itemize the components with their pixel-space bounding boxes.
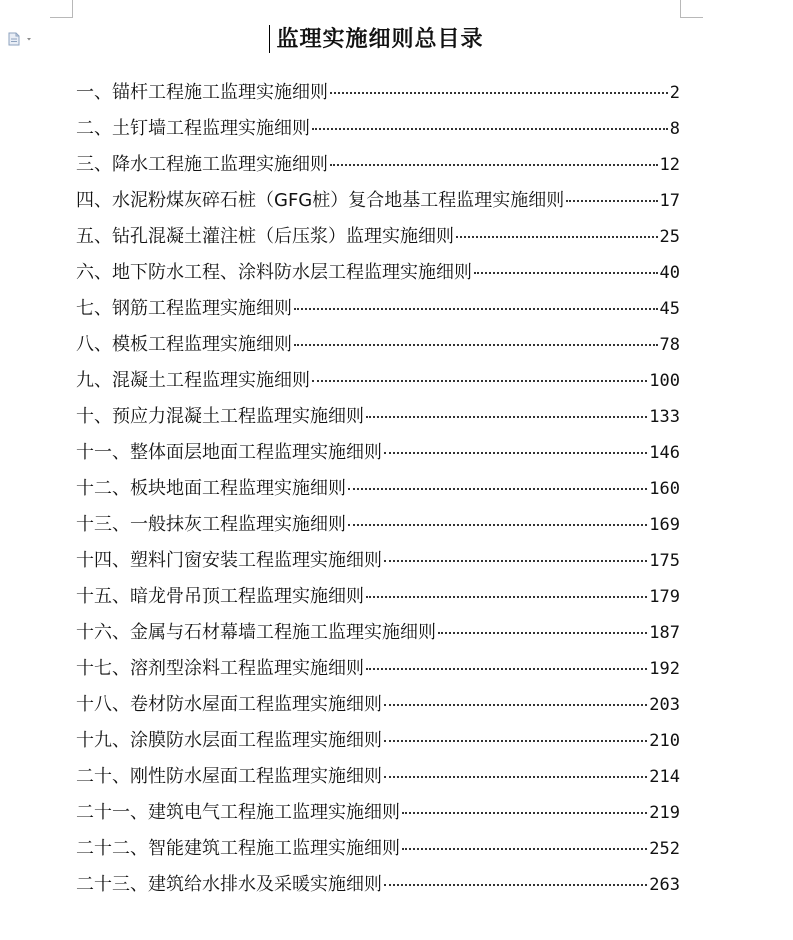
toc-entry-page-number: 17 bbox=[659, 191, 680, 211]
toc-leader-dots bbox=[384, 883, 647, 886]
toc-leader-dots bbox=[294, 307, 658, 310]
toc-entry-label: 四、水泥粉煤灰碎石桩（GFG桩）复合地基工程监理实施细则 bbox=[76, 190, 565, 211]
toc-entry-page-number: 179 bbox=[649, 587, 680, 607]
toc-entry-label: 八、模板工程监理实施细则 bbox=[76, 334, 292, 355]
toc-entry-page-number: 160 bbox=[649, 479, 680, 499]
toc-entry-page-number: 192 bbox=[649, 659, 680, 679]
toc-entry[interactable] bbox=[76, 294, 680, 330]
toc-entry-page-number: 175 bbox=[649, 551, 680, 571]
crop-mark-top-left bbox=[50, 0, 73, 18]
toc-leader-dots bbox=[402, 811, 647, 814]
toc-leader-dots bbox=[366, 667, 647, 670]
toc-leader-dots bbox=[384, 559, 647, 562]
toc-entry-label: 十一、整体面层地面工程监理实施细则 bbox=[76, 442, 382, 463]
toc-entry-page-number: 100 bbox=[649, 371, 680, 391]
toc-entry-page-number: 78 bbox=[659, 335, 680, 355]
toc-entry-page-number: 8 bbox=[669, 119, 680, 139]
toc-entry-page-number: 169 bbox=[649, 515, 680, 535]
toc-entry-page-number: 2 bbox=[669, 83, 680, 103]
toc-entry-page-number: 146 bbox=[649, 443, 680, 463]
toc-entry-page-number: 203 bbox=[649, 695, 680, 715]
toc-entry-label: 一、锚杆工程施工监理实施细则 bbox=[76, 82, 328, 103]
toc-entry[interactable] bbox=[76, 222, 680, 258]
page-title: 监理实施细则总目录 bbox=[276, 27, 484, 52]
toc-entry-label: 十二、板块地面工程监理实施细则 bbox=[76, 478, 346, 499]
toc-leader-dots bbox=[438, 631, 647, 634]
toc-entry[interactable] bbox=[76, 546, 680, 582]
toc-entry[interactable] bbox=[76, 258, 680, 294]
toc-leader-dots bbox=[456, 235, 658, 238]
toc-entry-page-number: 210 bbox=[649, 731, 680, 751]
toc-entry[interactable] bbox=[76, 762, 680, 798]
toc-entry-label: 十六、金属与石材幕墙工程施工监理实施细则 bbox=[76, 622, 436, 643]
toc-leader-dots bbox=[384, 775, 647, 778]
crop-mark-top-right bbox=[680, 0, 703, 18]
toc-entry-page-number: 252 bbox=[649, 839, 680, 859]
toc-entry[interactable] bbox=[76, 798, 680, 834]
toc-entry-label: 十三、一般抹灰工程监理实施细则 bbox=[76, 514, 346, 535]
toc-leader-dots bbox=[402, 847, 647, 850]
toc-entry-label: 五、钻孔混凝土灌注桩（后压浆）监理实施细则 bbox=[76, 226, 454, 247]
toc-entry-label: 二十三、建筑给水排水及采暖实施细则 bbox=[76, 874, 382, 895]
toc-entry-label: 七、钢筋工程监理实施细则 bbox=[76, 298, 292, 319]
toc-leader-dots bbox=[366, 415, 647, 418]
toc-leader-dots bbox=[330, 163, 658, 166]
toc-entry-page-number: 263 bbox=[649, 875, 680, 895]
toc-leader-dots bbox=[384, 739, 647, 742]
toc-entry-label: 六、地下防水工程、涂料防水层工程监理实施细则 bbox=[76, 262, 472, 283]
toc-entry-page-number: 214 bbox=[649, 767, 680, 787]
table-of-contents bbox=[76, 78, 680, 906]
toc-entry[interactable] bbox=[76, 870, 680, 906]
toc-entry-label: 十七、溶剂型涂料工程监理实施细则 bbox=[76, 658, 364, 679]
toc-entry-label: 二十二、智能建筑工程施工监理实施细则 bbox=[76, 838, 400, 859]
toc-entry-page-number: 133 bbox=[649, 407, 680, 427]
toc-entry[interactable] bbox=[76, 150, 680, 186]
toc-entry-page-number: 219 bbox=[649, 803, 680, 823]
toc-leader-dots bbox=[348, 523, 647, 526]
toc-entry[interactable] bbox=[76, 474, 680, 510]
toc-entry-label: 三、降水工程施工监理实施细则 bbox=[76, 154, 328, 175]
toc-leader-dots bbox=[384, 451, 647, 454]
toc-entry-page-number: 25 bbox=[659, 227, 680, 247]
toc-entry[interactable] bbox=[76, 510, 680, 546]
toc-entry-label: 十五、暗龙骨吊顶工程监理实施细则 bbox=[76, 586, 364, 607]
toc-entry[interactable] bbox=[76, 330, 680, 366]
toc-leader-dots bbox=[294, 343, 658, 346]
toc-entry-page-number: 40 bbox=[659, 263, 680, 283]
toc-entry[interactable] bbox=[76, 582, 680, 618]
toc-leader-dots bbox=[474, 271, 658, 274]
toc-leader-dots bbox=[330, 91, 668, 94]
toc-entry-label: 十九、涂膜防水层面工程监理实施细则 bbox=[76, 730, 382, 751]
toc-entry[interactable] bbox=[76, 618, 680, 654]
toc-leader-dots bbox=[384, 703, 647, 706]
toc-entry[interactable] bbox=[76, 834, 680, 870]
toc-entry-label: 九、混凝土工程监理实施细则 bbox=[76, 370, 310, 391]
toc-entry[interactable] bbox=[76, 726, 680, 762]
toc-leader-dots bbox=[566, 199, 657, 202]
toc-entry[interactable] bbox=[76, 690, 680, 726]
toc-leader-dots bbox=[348, 487, 647, 490]
toc-entry[interactable] bbox=[76, 654, 680, 690]
toc-entry-label: 二、土钉墙工程监理实施细则 bbox=[76, 118, 310, 139]
toc-entry[interactable] bbox=[76, 78, 680, 114]
toc-entry-label: 二十、刚性防水屋面工程监理实施细则 bbox=[76, 766, 382, 787]
toc-entry[interactable] bbox=[76, 114, 680, 150]
toc-leader-dots bbox=[366, 595, 647, 598]
toc-leader-dots bbox=[312, 127, 668, 130]
toc-entry-label: 十四、塑料门窗安装工程监理实施细则 bbox=[76, 550, 382, 571]
toc-entry[interactable] bbox=[76, 366, 680, 402]
toc-entry-label: 二十一、建筑电气工程施工监理实施细则 bbox=[76, 802, 400, 823]
toc-entry-page-number: 45 bbox=[659, 299, 680, 319]
toc-entry[interactable] bbox=[76, 402, 680, 438]
toc-entry[interactable] bbox=[76, 438, 680, 474]
toc-entry-page-number: 187 bbox=[649, 623, 680, 643]
toc-entry[interactable] bbox=[76, 186, 680, 222]
toc-entry-label: 十八、卷材防水屋面工程监理实施细则 bbox=[76, 694, 382, 715]
toc-entry-label: 十、预应力混凝土工程监理实施细则 bbox=[76, 406, 364, 427]
toc-leader-dots bbox=[312, 379, 647, 382]
toc-entry-page-number: 12 bbox=[659, 155, 680, 175]
